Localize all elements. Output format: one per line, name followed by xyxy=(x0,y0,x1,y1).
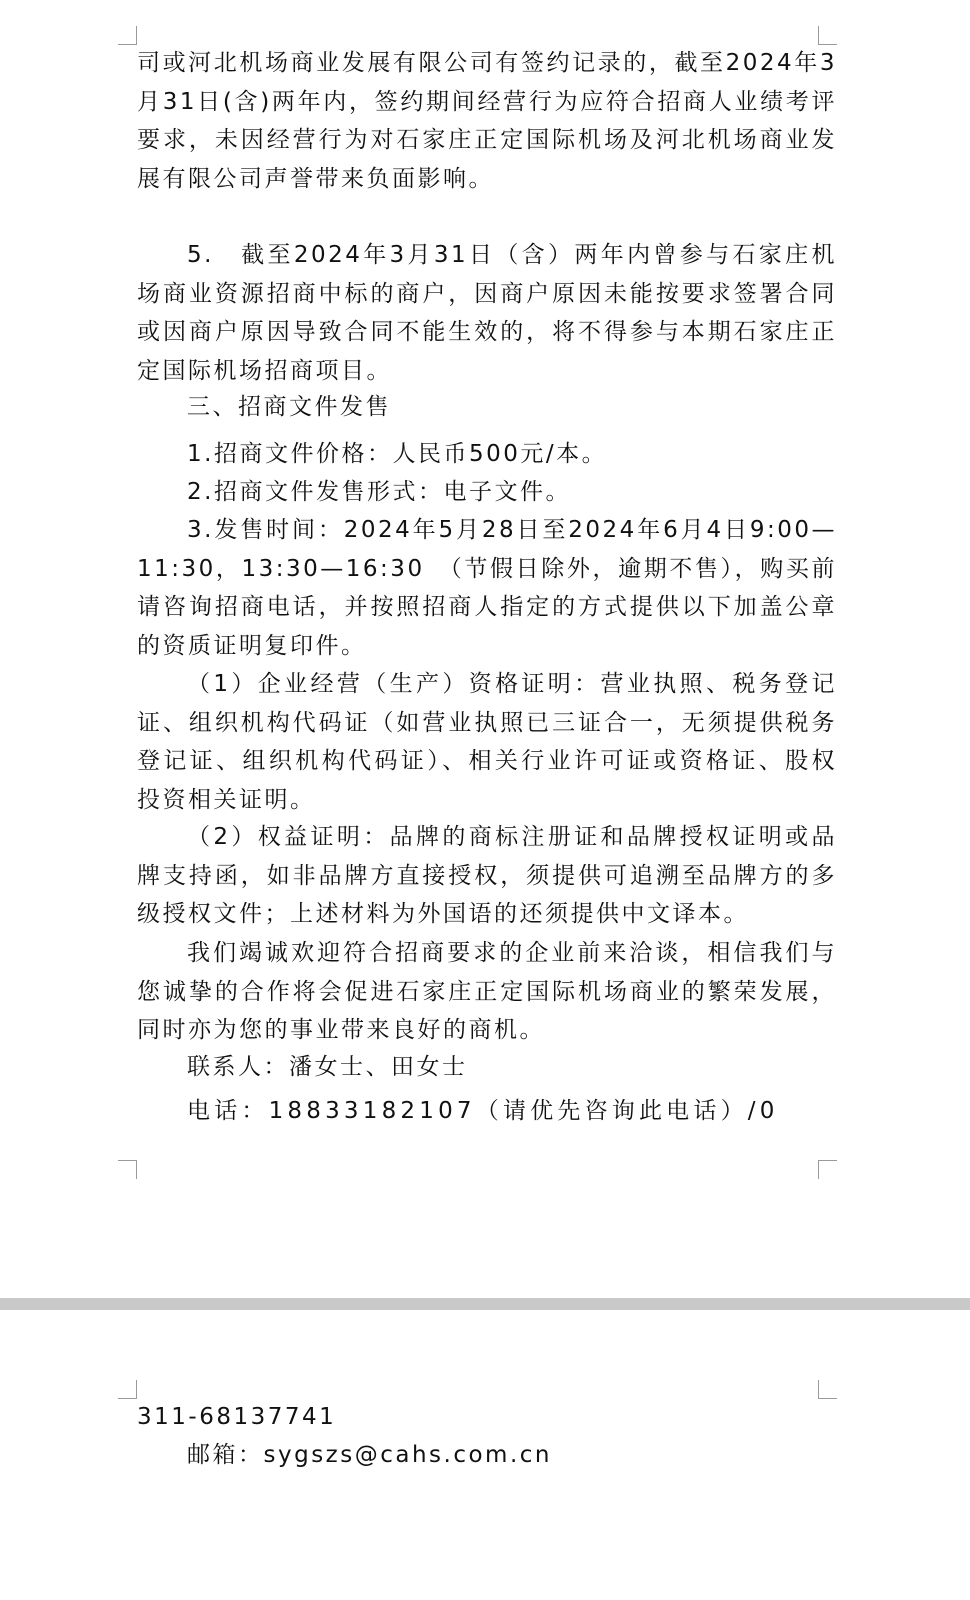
contact-phone: 电话：18833182107（请优先咨询此电话）/0 xyxy=(187,1098,779,1124)
contact-person: 联系人：潘女士、田女士 xyxy=(187,1054,468,1080)
paragraph-welcome: 我们竭诚欢迎符合招商要求的企业前来洽谈，相信我们与您诚挚的合作将会促进石家庄正定国际机场商业的繁荣发展，同时亦为您的事业带来良好的商机。 xyxy=(137,940,837,1043)
page-corner-mark xyxy=(818,1380,837,1399)
section-3-heading: 三、招商文件发售 xyxy=(187,394,391,420)
contact-email: 邮箱：sygszs@cahs.com.cn xyxy=(187,1442,552,1468)
sub-item-1-qualification: （1）企业经营（生产）资格证明：营业执照、税务登记证、组织机构代码证（如营业执照已三证合一，无须提供税务登记证、组织机构代码证）、相关行业许可证或资格证、股权投资相关证明。 xyxy=(137,671,837,813)
paragraph-signing-record: 司或河北机场商业发展有限公司有签约记录的，截至2024年3月31日(含)两年内，签约期间经营行为应符合招商人业绩考评要求，未因经营行为对石家庄正定国际机场及河北机场商业发展有限公司声誉带来负面影响。 xyxy=(137,50,837,192)
page-corner-mark xyxy=(118,1160,137,1179)
contact-phone-continued: 311-68137741 xyxy=(137,1404,337,1430)
page-corner-mark xyxy=(118,1380,137,1399)
page-corner-mark xyxy=(818,1160,837,1179)
page-separator xyxy=(0,1298,970,1310)
document-page-2 xyxy=(0,1310,970,1600)
page-corner-mark xyxy=(818,26,837,45)
item-1-price: 1.招商文件价格：人民币500元/本。 xyxy=(187,441,608,467)
paragraph-item-5: 5. 截至2024年3月31日（含）两年内曾参与石家庄机场商业资源招商中标的商户，因商户原因未能按要求签署合同或因商户原因导致合同不能生效的，将不得参与本期石家庄正定国际机场招商项目。 xyxy=(137,242,837,384)
item-3-sale-time: 3.发售时间：2024年5月28日至2024年6月4日9:00—11:30，13:30—16:30 （节假日除外，逾期不售），购买前请咨询招商电话，并按照招商人指定的方式提供以下加盖公章的资质证明复印件。 xyxy=(137,517,837,659)
page-corner-mark xyxy=(118,26,137,45)
sub-item-2-rights: （2）权益证明：品牌的商标注册证和品牌授权证明或品牌支持函，如非品牌方直接授权，须提供可追溯至品牌方的多级授权文件；上述材料为外国语的还须提供中文译本。 xyxy=(137,824,837,927)
item-2-format: 2.招商文件发售形式：电子文件。 xyxy=(187,479,571,505)
